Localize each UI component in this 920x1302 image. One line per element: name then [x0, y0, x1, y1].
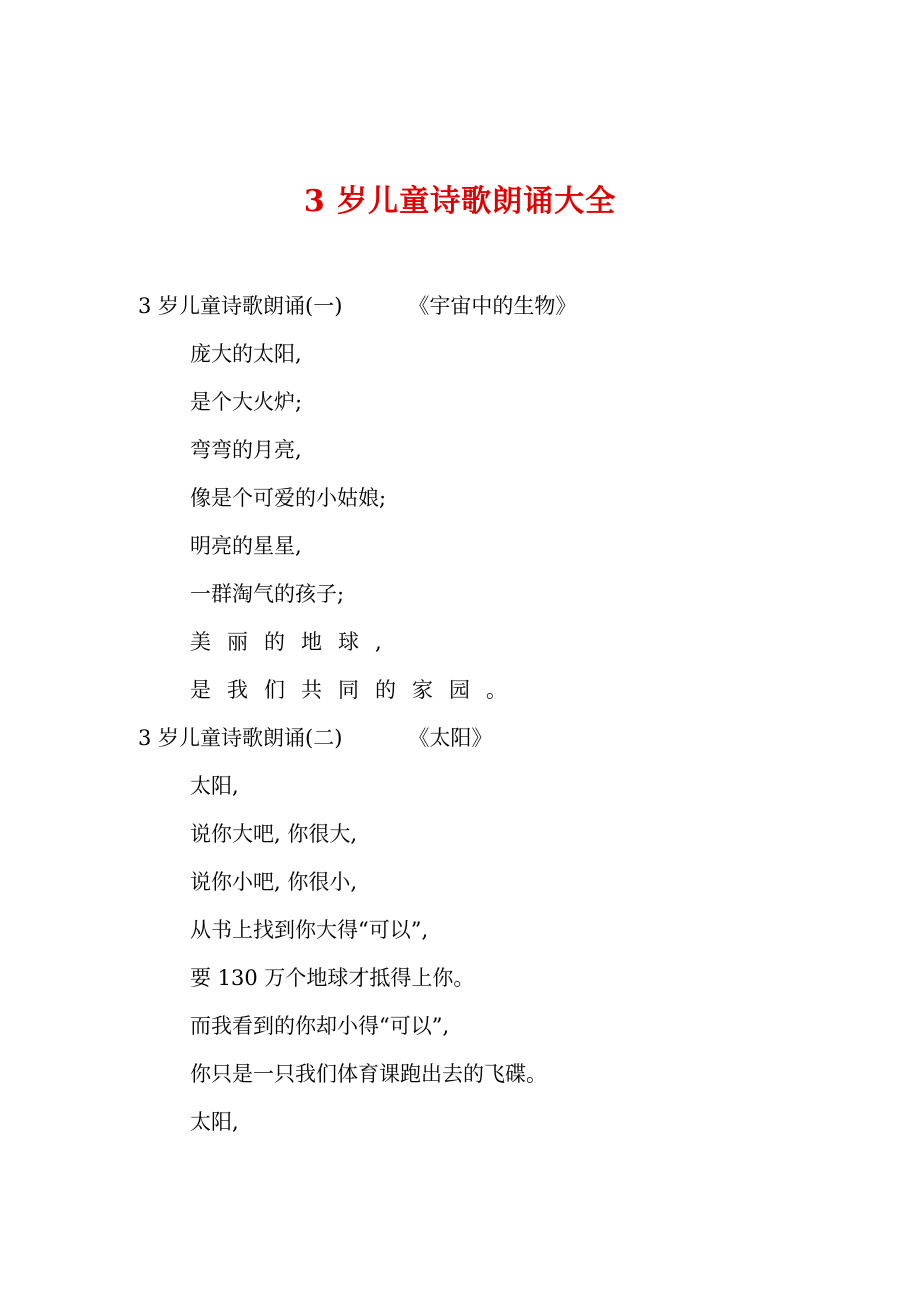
- section-heading-text: 3 岁儿童诗歌朗诵(二): [138, 726, 343, 750]
- poem-title: 《宇宙中的生物》: [408, 294, 577, 318]
- poem-line: 明亮的星星,: [190, 534, 302, 558]
- poem-line: 一群淘气的孩子;: [190, 582, 345, 606]
- poem-line: 美丽的地球,: [190, 630, 398, 654]
- poem-line: 说你小吧, 你很小,: [190, 870, 358, 894]
- poem-line: 从书上找到你大得“可以”,: [190, 918, 429, 942]
- poem-line: 你只是一只我们体育课跑出去的飞碟。: [190, 1062, 547, 1086]
- section-heading-text: 3 岁儿童诗歌朗诵(一): [138, 294, 343, 318]
- poem-line: 庞大的太阳,: [190, 342, 302, 366]
- poem-line: 太阳,: [190, 774, 239, 798]
- poem-line: 像是个可爱的小姑娘;: [190, 486, 387, 510]
- poem-line: 太阳,: [190, 1110, 239, 1134]
- poem-line: 说你大吧, 你很大,: [190, 822, 358, 846]
- poem-line: 要 130 万个地球才抵得上你。: [190, 966, 475, 990]
- poem-line: 是我们共同的家园。: [190, 678, 523, 702]
- poem-line: 弯弯的月亮,: [190, 438, 302, 462]
- poem-line: 而我看到的你却小得“可以”,: [190, 1014, 450, 1038]
- poem-title: 《太阳》: [408, 726, 493, 750]
- section-heading-2: [138, 723, 492, 753]
- document-title: 3 岁儿童诗歌朗诵大全: [303, 184, 617, 219]
- poem-line: 是个大火炉;: [190, 390, 303, 414]
- section-heading-1: [138, 291, 576, 321]
